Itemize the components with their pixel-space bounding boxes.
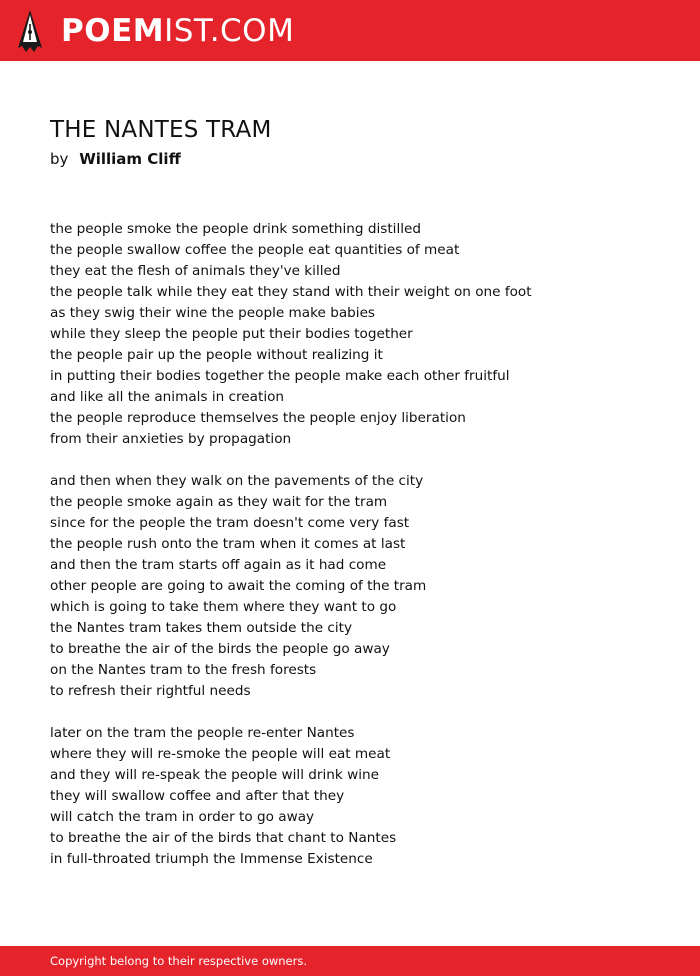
poem-line: where they will re-smoke the people will eat meat — [50, 746, 391, 762]
stanza — [50, 723, 670, 870]
poem-line: on the Nantes tram to the fresh forests — [50, 662, 317, 678]
poem-body — [50, 219, 670, 891]
byline — [50, 148, 181, 170]
poem-line: in full-throated triumph the Immense Existence — [50, 851, 373, 867]
poem-line: the people smoke the people drink something distilled — [50, 221, 422, 237]
site-footer — [0, 946, 700, 976]
stanza — [50, 471, 670, 702]
by-label: by — [50, 150, 69, 168]
poem-line: to breathe the air of the birds the people go away — [50, 641, 390, 657]
poem-line: the Nantes tram takes them outside the city — [50, 620, 353, 636]
poem-line: while they sleep the people put their bodies together — [50, 326, 413, 342]
brand-light-text: IST.COM — [164, 13, 295, 49]
poem-title: THE NANTES TRAM — [50, 117, 272, 143]
site-logo-text[interactable] — [61, 12, 294, 50]
poem-line: and they will re-speak the people will drink wine — [50, 767, 379, 783]
poem-line: and then when they walk on the pavements of the city — [50, 473, 424, 489]
poem-line: the people smoke again as they wait for the tram — [50, 494, 388, 510]
poem-line: and then the tram starts off again as it had come — [50, 557, 387, 573]
poem-line: later on the tram the people re-enter Nantes — [50, 725, 355, 741]
author-link[interactable]: William Cliff — [79, 150, 181, 168]
poem-line: other people are going to await the coming of the tram — [50, 578, 427, 594]
poem-line: the people swallow coffee the people eat quantities of meat — [50, 242, 460, 258]
poem-line: they will swallow coffee and after that they — [50, 788, 345, 804]
stanza — [50, 219, 670, 450]
poem-line: to refresh their rightful needs — [50, 683, 251, 699]
poem-line: since for the people the tram doesn't come very fast — [50, 515, 410, 531]
poem-line: the people pair up the people without realizing it — [50, 347, 383, 363]
pen-nib-icon[interactable] — [18, 10, 42, 52]
copyright-notice: Copyright belong to their respective owners. — [50, 954, 308, 968]
poem-line: and like all the animals in creation — [50, 389, 285, 405]
poem-line: to breathe the air of the birds that chant to Nantes — [50, 830, 397, 846]
poem-line: the people reproduce themselves the people enjoy liberation — [50, 410, 466, 426]
poem-line: in putting their bodies together the people make each other fruitful — [50, 368, 510, 384]
poem-line: will catch the tram in order to go away — [50, 809, 315, 825]
poem-line: the people rush onto the tram when it comes at last — [50, 536, 406, 552]
poem-line: from their anxieties by propagation — [50, 431, 292, 447]
poem-line: they eat the flesh of animals they've killed — [50, 263, 341, 279]
site-header — [0, 0, 700, 61]
poem-line: the people talk while they eat they stand with their weight on one foot — [50, 284, 532, 300]
poem-line: as they swig their wine the people make babies — [50, 305, 376, 321]
brand-bold-text: POEM — [61, 13, 165, 49]
poem-line: which is going to take them where they want to go — [50, 599, 397, 615]
